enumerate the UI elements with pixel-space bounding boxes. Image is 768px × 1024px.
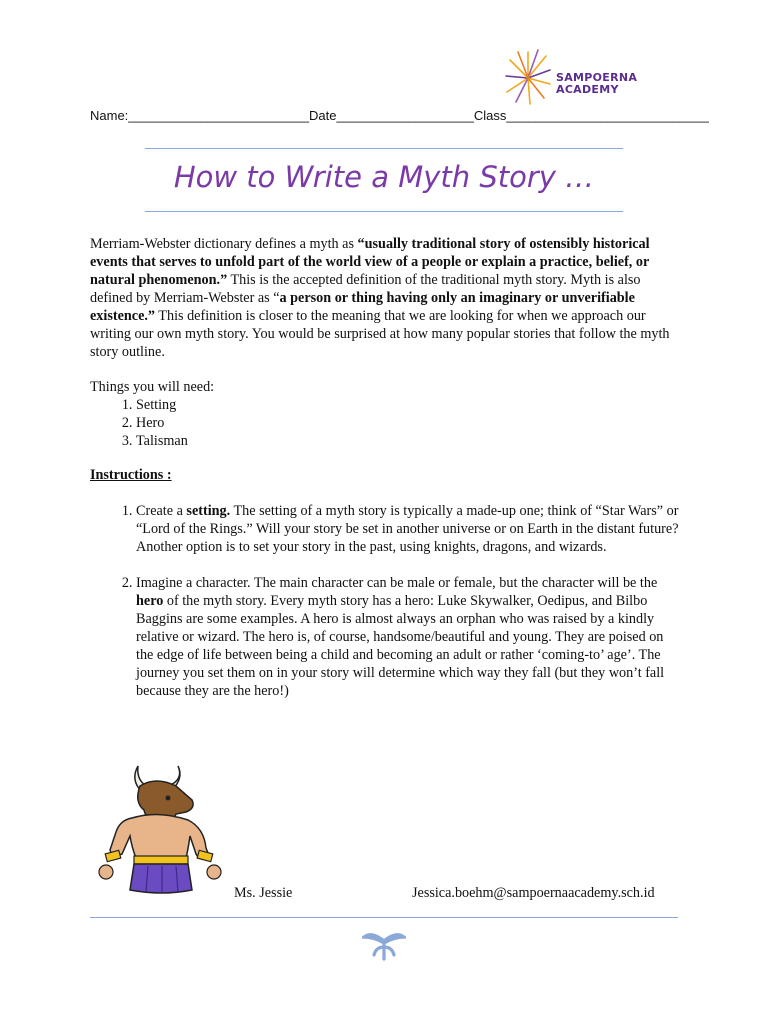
title-rule-top	[145, 148, 623, 149]
needs-item: 2. Hero	[136, 414, 680, 432]
step-text: Create a	[136, 503, 187, 519]
step-keyword: setting.	[186, 503, 231, 519]
instructions-list-container	[90, 502, 680, 718]
needs-item: 3. Talisman	[136, 432, 680, 450]
footer-rule	[90, 917, 678, 918]
intro-text-3: This definition is closer to the meaning that we are looking for when we approach our writing our own myth story. You would be surprised at how many popular stories that follow the myth story outline.	[90, 308, 670, 360]
step-keyword: hero	[136, 593, 164, 609]
minotaur-icon	[92, 762, 228, 898]
step-text: of the myth story. Every myth story has a hero: Luke Skywalker, Oedipus, and Bilbo Baggins are some examples. A hero is almost always an orphan who was raised by a kindly relative or wizard. The hero is, of course, handsome/beautiful and young. They are poised on the edge of life between being a child and becoming an adult or rather ‘coming-to’ age’. The journey you set them on in your story will determine which way they fall (but they won’t fall because they are the hero!)	[136, 593, 665, 699]
teacher-email: Jessica.boehm@sampoernaacademy.sch.id	[412, 885, 655, 901]
title-rule-bottom	[145, 211, 623, 212]
step-text: Imagine a character. The main character can be male or female, but the character will be the	[136, 575, 658, 591]
logo-line-1: SAMPOERNA	[556, 71, 638, 84]
intro-text-1: Merriam-Webster dictionary defines a myth as	[90, 236, 358, 252]
intro-paragraph	[90, 235, 680, 361]
page-title: How to Write a Myth Story …	[173, 160, 595, 194]
sunburst-logo-icon	[504, 46, 554, 106]
step-text: The setting of a myth story is typically a made-up one; think of “Star Wars” or “Lord of the Rings.” Will your story be set in another universe or on Earth in the distant future? Another option is to set your story in the past, using knights, dragons, and wizards.	[136, 503, 679, 555]
name-date-class-line: Name:_________________________Date___________________Class____________________________	[90, 108, 709, 123]
teacher-name: Ms. Jessie	[234, 885, 293, 901]
instructions-heading: Instructions :	[90, 467, 172, 483]
logo-line-2: ACADEMY	[556, 83, 619, 96]
instruction-step-hero	[136, 574, 680, 700]
instructions-list	[90, 502, 680, 700]
intro-definition-2: a person or thing having only an imaginary or unverifiable existence.”	[90, 290, 635, 324]
needs-list	[90, 396, 680, 450]
intro-definition-1: “usually traditional story of ostensibly historical events that serves to unfold part of the world view of a people or explain a practice, belief, or natural phenomenon.”	[90, 236, 650, 288]
minotaur-illustration	[92, 762, 228, 898]
instruction-step-setting	[136, 502, 680, 556]
needs-item: 1. Setting	[136, 396, 680, 414]
logo-text	[556, 72, 637, 96]
fleur-ornament-icon	[362, 927, 406, 966]
needs-heading: Things you will need:	[90, 379, 215, 395]
school-logo	[504, 46, 644, 106]
intro-text-2: This is the accepted definition of the traditional myth story. Myth is also defined by Merriam-Webster as “	[90, 272, 641, 306]
needs-section	[90, 378, 680, 450]
